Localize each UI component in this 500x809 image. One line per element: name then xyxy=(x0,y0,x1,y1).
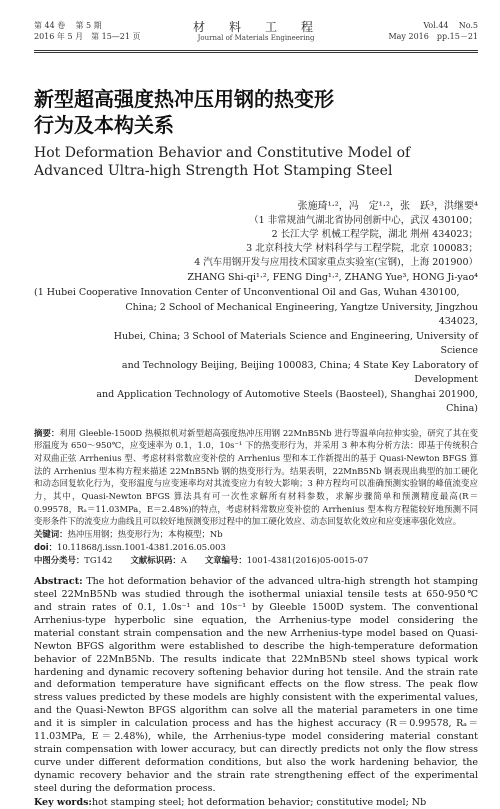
classification xyxy=(34,554,478,567)
journal-name-cn: 材 料 工 程 xyxy=(192,20,319,34)
keywords-cn-label: 关键词： xyxy=(34,529,68,540)
doc-code-label: 文献标识码： xyxy=(130,554,181,565)
abstract-en-text: The hot deformation behavior of the advanced ultra-high strength hot stamping steel 22MnB5Nb was studied through the isothermal uniaxial tensile tests at 650-950℃ and strain rates of 0.1, 1.0s⁻¹ and 10s⁻¹ by Gleeble 1500D system. The conventional Arrhenius-type hyperbolic sine equation, the Arrhenius-type model considering the material constant strain compensation and the new Arrhenius-type model based on Quasi-Newton BFGS algorithm were established to describe the high-temperature deformation behavior of 22MnB5Nb. The results indicate that 22MnB5Nb steel shows typical work hardening and dynamic recovery softening behavior during hot tensile. And the strain rate and deformation temperature have significant effects on the flow stress. The peak flow stress values predicted by these models are highly consistent with the experimental values, and the Quasi-Newton BFGS algorithm can solve all the material parameters in one time and it is simpler in calculation process and has the highest accuracy (R＝0.99578, Rₐ＝11.03MPa, E＝2.48%), while, the Arrhenius-type model considering material constant strain compensation with lower accuracy, but can directly predicts not only the flow stress curve under different deformation conditions, but also the work hardening behavior, the dynamic recovery behavior and the strain rate strengthening effect of the experimental steel during the deformation process. xyxy=(34,576,478,794)
keywords-cn xyxy=(34,528,478,541)
running-header xyxy=(34,20,478,52)
affiliation-cn-4: 4 汽车用钢开发与应用技术国家重点实验室(宝钢)，上海 201900） xyxy=(194,257,478,268)
abstract-en-label: Abstract: xyxy=(34,576,83,588)
affiliation-en-4: and Technology Beijing, Beijing 100083, China; 4 State Key Laboratory of Development xyxy=(121,359,478,385)
affiliation-cn-1: （1 非常规油气湖北省协同创新中心，武汉 430100； xyxy=(249,215,478,226)
doc-code-value: A xyxy=(180,554,187,565)
doi xyxy=(34,541,478,554)
keywords-en-label: Key words: xyxy=(34,796,92,808)
title-en xyxy=(34,144,478,180)
issue-en: No.5 xyxy=(458,21,478,30)
article-no-value: 1001-4381(2016)05-0015-07 xyxy=(246,554,369,565)
keywords-en-text: hot stamping steel; hot deformation behavior; constitutive model; Nb xyxy=(91,796,427,808)
doi-text: 10.11868/j.issn.1001-4381.2016.05.003 xyxy=(57,541,226,552)
doi-label: doi： xyxy=(34,541,57,552)
volume-cn: 第 44 卷 xyxy=(34,21,66,30)
date-pages-en: May 2016 pp.15－21 xyxy=(388,32,478,41)
abstract-en xyxy=(34,576,478,795)
title-cn-line2: 行为及本构关系 xyxy=(34,113,174,137)
header-rule xyxy=(34,50,478,51)
clc-value: TG142 xyxy=(84,554,113,565)
authors-en: ZHANG Shi-qi¹·², FENG Ding¹·², ZHANG Yue³, HONG Ji-yao⁴ xyxy=(187,272,478,283)
keywords-en xyxy=(34,796,478,809)
article-page xyxy=(34,20,478,809)
header-rule-thin xyxy=(34,52,478,53)
title-en-line1: Hot Deformation Behavior and Constitutive Model of xyxy=(34,145,411,161)
affiliation-cn-2: 2 长江大学 机械工程学院，湖北 荆州 434023； xyxy=(271,229,478,240)
affiliation-en-3: Hubei, China; 3 School of Materials Science and Engineering, University of Science xyxy=(113,330,478,356)
clc-label: 中图分类号： xyxy=(34,554,85,565)
article-no-label: 文章编号： xyxy=(204,554,247,565)
affiliation-en-5: and Application Technology of Automotive Steels (Baosteel), Shanghai 201900, China) xyxy=(96,388,478,414)
title-cn xyxy=(34,86,478,138)
affiliations-en xyxy=(34,286,478,417)
journal-name-en: Journal of Materials Engineering xyxy=(197,34,315,42)
affiliation-en-2: China; 2 School of Mechanical Engineering, Yangtze University, Jingzhou 434023, xyxy=(125,301,478,327)
abstract-cn-label: 摘要： xyxy=(34,427,60,438)
abstract-cn-text: 利用 Gleeble-1500D 热模拟机对新型超高强度热冲压用钢 22MnB5Nb 进行等温单向拉伸实验，研究了其在变形温度为 650～950℃，应变速率为 0.1，1.0，10s⁻¹ 下的热变形行为，并采用 3 种本构分析方法：即基于传统积合对双曲正弦 Arrhenius 型、考虑材料常数应变补偿的 Arrhenius 型和本工作新提出的基于 Quasi-Newton BFGS 算法的 Arrhenius 型本构方程来描述 22MnB5Nb 钢的热变形行为。结果表明，22MnB5Nb 钢表现出典型的加工硬化和动态回复软化行为，变形温度与应变速率均对其流变应力有较大影响；3 种方程均可以准确预测实验钢的峰值流变应力，其中，Quasi-Newton BFGS 算法具有可一次性求解所有材料参数，求解步骤简单和预测精度最高(R＝0.99578，Rₐ＝11.03MPa，E＝2.48%)的特点，考虑材料常数应变补偿的 Arrhenius 型本构方程能较好地预测不同变形条件下的流变应力曲线且可以较好地预测变形过程中的加工硬化效应、动态回复软化效应和应变速率强化效应。 xyxy=(34,427,478,527)
title-cn-line1: 新型超高强度热冲压用钢的热变形 xyxy=(34,87,334,111)
issue-cn: 第 5 期 xyxy=(75,21,102,30)
affiliation-en-1: (1 Hubei Cooperative Innovation Center of Unconventional Oil and Gas, Wuhan 430100, xyxy=(34,287,460,298)
keywords-cn-text: 热冲压用钢；热变形行为；本构模型；Nb xyxy=(67,529,223,540)
volume-en: Vol.44 xyxy=(423,21,449,30)
title-en-line2: Advanced Ultra-high Strength Hot Stamping Steel xyxy=(34,163,393,179)
authors-cn: 张施琦¹·²，冯 定¹·²，张 跃³，洪继要⁴ xyxy=(297,201,478,212)
affiliation-cn-3: 3 北京科技大学 材料科学与工程学院，北京 100083； xyxy=(246,243,478,254)
date-pages-cn: 2016 年 5 月 第 15—21 页 xyxy=(34,32,141,41)
header-right xyxy=(388,20,478,42)
affiliations-cn xyxy=(34,214,478,270)
abstract-cn xyxy=(34,427,478,529)
